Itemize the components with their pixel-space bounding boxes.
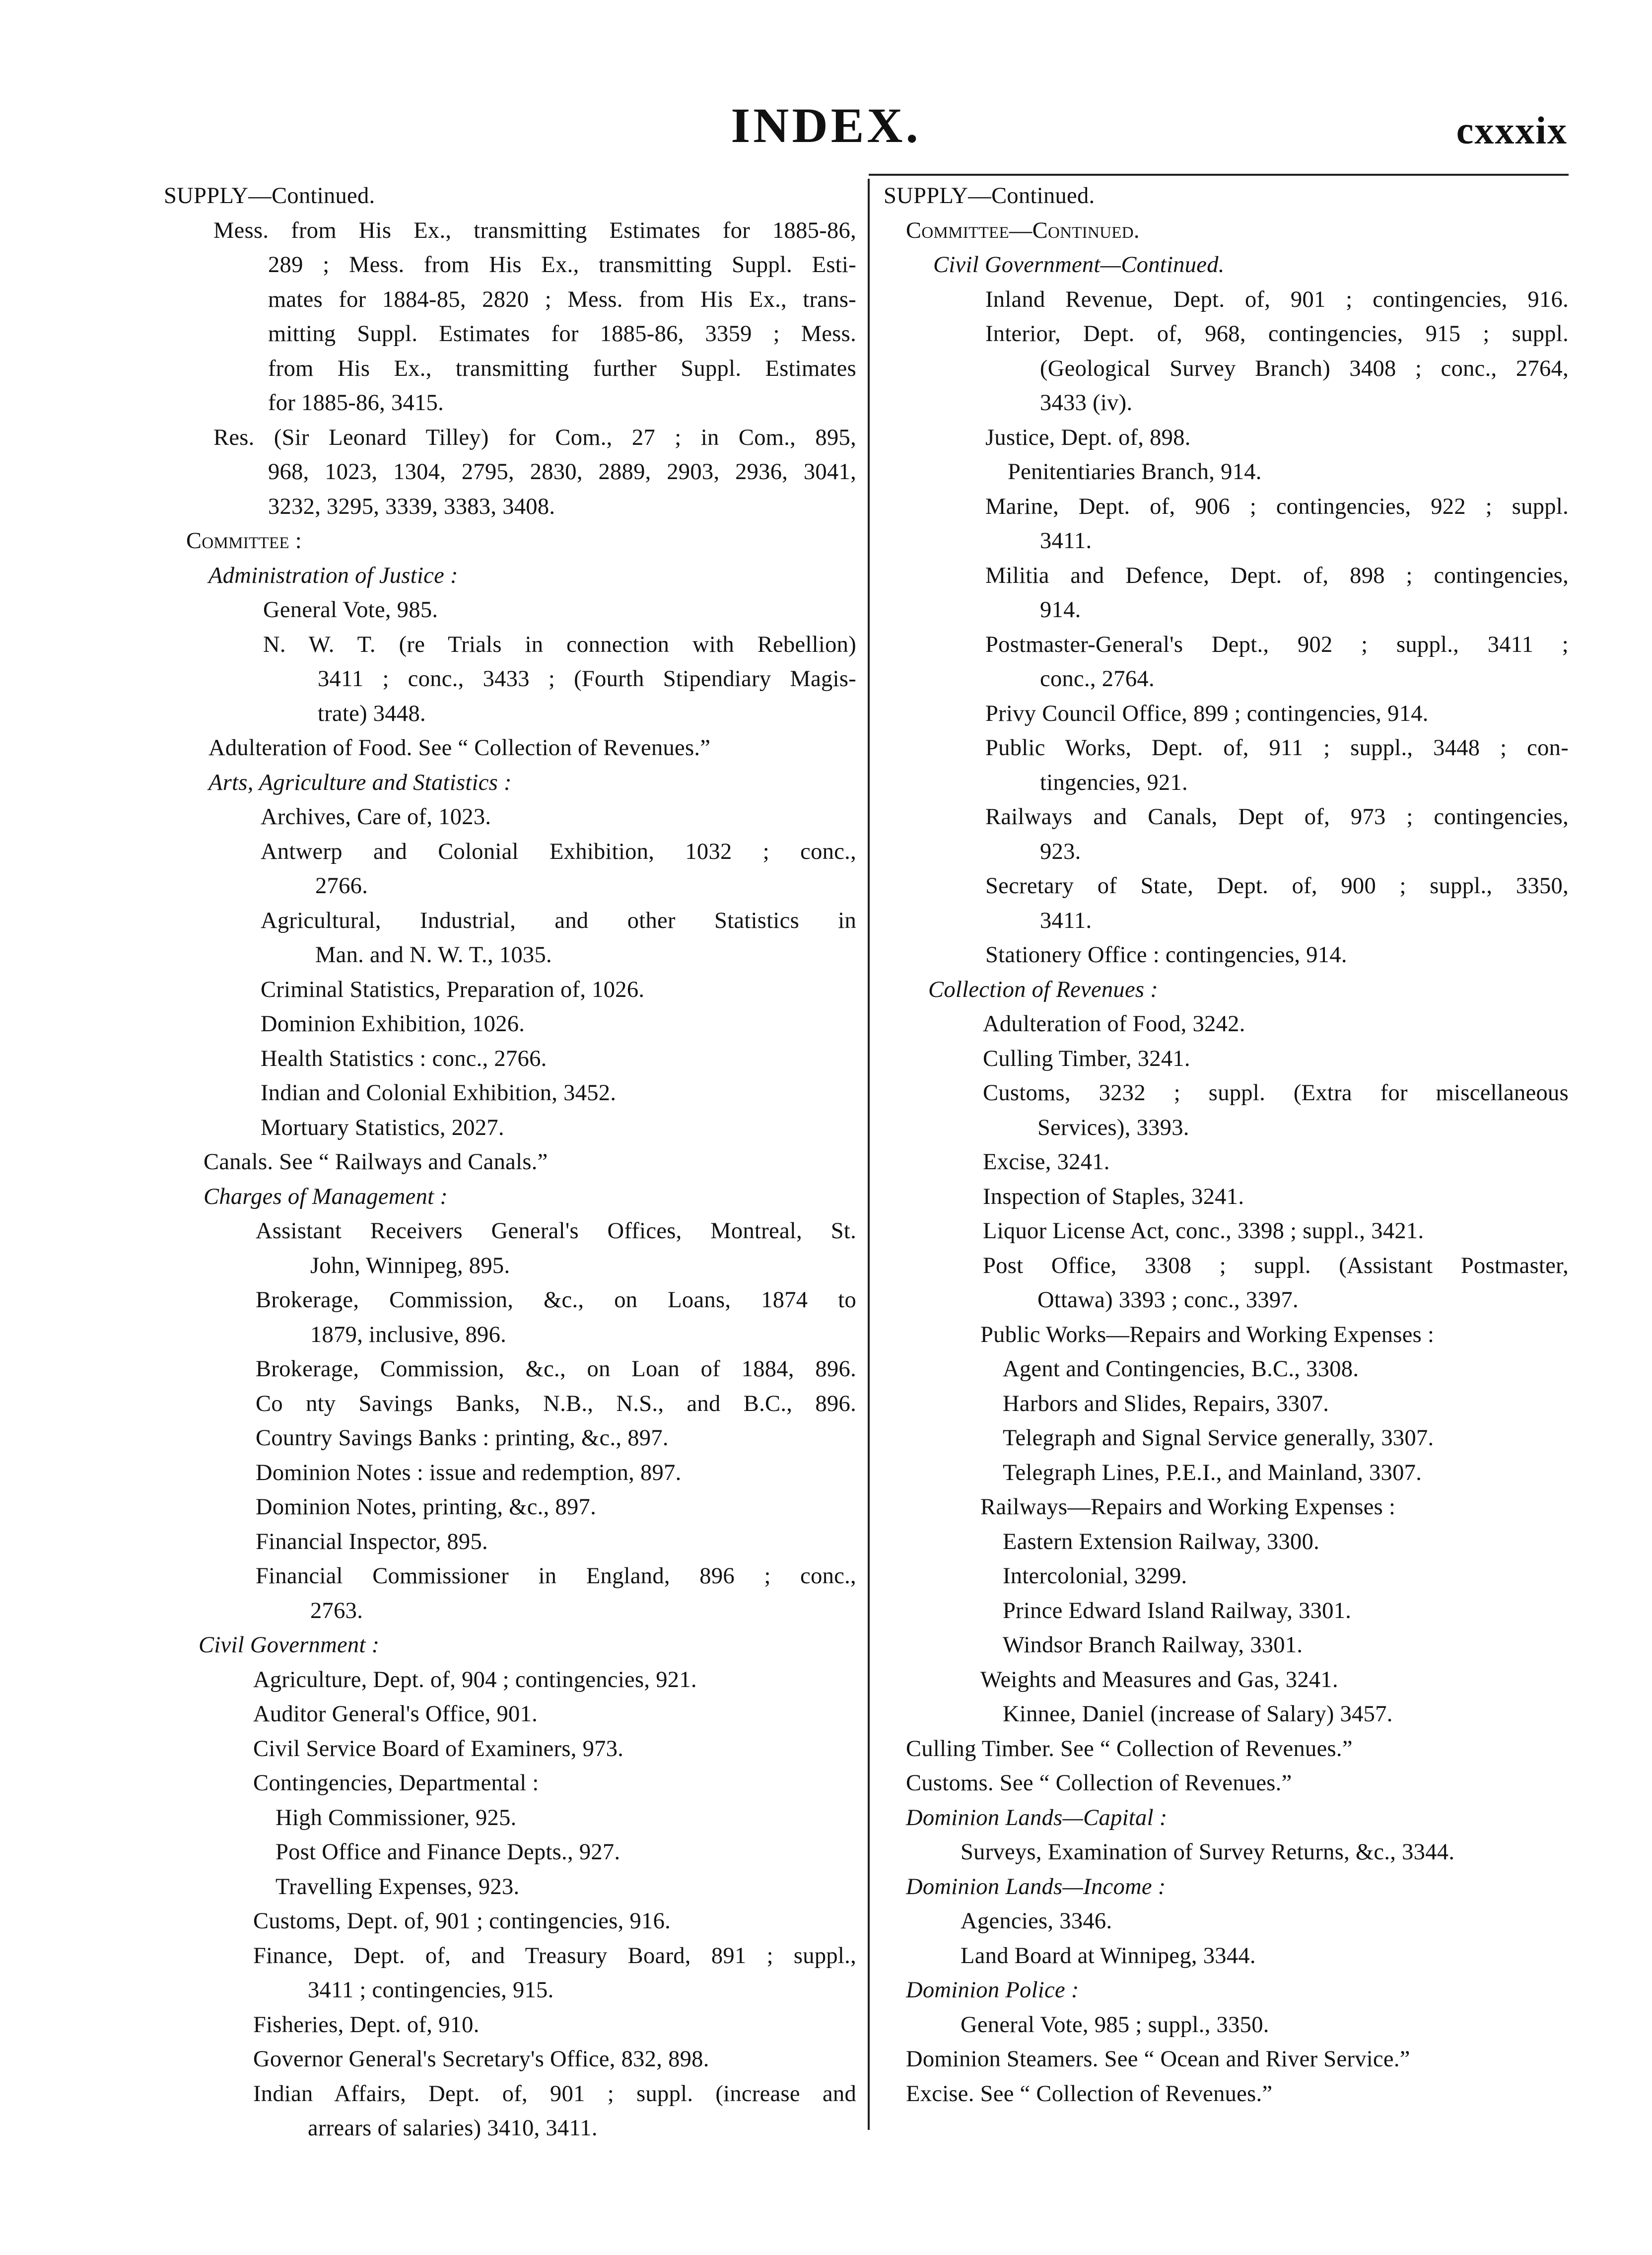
right-column <box>884 179 1569 2111</box>
index-entry-line: conc., 2764. <box>1040 666 1155 692</box>
index-entry-line: Civil Service Board of Examiners, 973. <box>253 1736 624 1762</box>
index-entry-line: Intercolonial, 3299. <box>1003 1563 1187 1589</box>
index-entry-line: Windsor Branch Railway, 3301. <box>1003 1632 1303 1658</box>
index-entry-line: Land Board at Winnipeg, 3344. <box>961 1943 1256 1969</box>
index-entry-line: Dominion Exhibition, 1026. <box>261 1011 525 1037</box>
index-entry-line: Kinnee, Daniel (increase of Salary) 3457. <box>1003 1701 1393 1727</box>
index-entry-line: Justice, Dept. of, 898. <box>985 424 1191 450</box>
index-entry-line: N. W. T. (re Trials in connection with Rebellion) <box>263 632 856 657</box>
index-entry-line: Administration of Justice : <box>208 563 458 588</box>
index-entry-line: trate) 3448. <box>318 701 426 726</box>
index-entry-line: 923. <box>1040 839 1081 864</box>
index-entry-line: SUPPLY—Continued. <box>884 183 1095 209</box>
index-entry-line: from His Ex., transmitting further Suppl. Estimates <box>268 355 856 381</box>
index-entry-line: Archives, Care of, 1023. <box>261 804 491 830</box>
index-entry-line: Services), 3393. <box>1037 1115 1189 1140</box>
index-entry-line: 3411 ; conc., 3433 ; (Fourth Stipendiary Magis- <box>318 666 856 692</box>
index-entry-line: Railways and Canals, Dept of, 973 ; contingencies, <box>985 804 1569 830</box>
index-entry-line: Dominion Police : <box>906 1977 1079 2003</box>
index-entry-line: for 1885-86, 3415. <box>268 390 444 416</box>
index-entry-line: Telegraph Lines, P.E.I., and Mainland, 3307. <box>1003 1460 1422 1485</box>
index-entry-line: Health Statistics : conc., 2766. <box>261 1046 547 1071</box>
index-entry-line: 968, 1023, 1304, 2795, 2830, 2889, 2903, 2936, 3041, <box>268 459 856 485</box>
index-entry-line: Interior, Dept. of, 968, contingencies, 915 ; suppl. <box>985 321 1569 347</box>
page-title: INDEX. <box>731 98 921 153</box>
index-entry-line: Canals. See “ Railways and Canals.” <box>204 1149 548 1175</box>
index-entry-line: Inland Revenue, Dept. of, 901 ; contingencies, 916. <box>985 286 1569 312</box>
index-entry-line: Country Savings Banks : printing, &c., 897. <box>256 1425 669 1451</box>
index-entry-line: Public Works, Dept. of, 911 ; suppl., 3448 ; con- <box>985 735 1569 761</box>
index-entry-line: Customs, Dept. of, 901 ; contingencies, 916. <box>253 1908 671 1934</box>
index-entry-line: Man. and N. W. T., 1035. <box>315 942 552 968</box>
index-entry-line: Finance, Dept. of, and Treasury Board, 891 ; suppl., <box>253 1943 856 1969</box>
index-entry-line: tingencies, 921. <box>1040 770 1188 795</box>
index-entry-line: High Commissioner, 925. <box>275 1805 517 1831</box>
index-entry-line: Indian Affairs, Dept. of, 901 ; suppl. (increase and <box>253 2081 856 2107</box>
index-entry-line: (Geological Survey Branch) 3408 ; conc., 2764, <box>1040 355 1569 381</box>
index-entry-line: Financial Commissioner in England, 896 ; conc., <box>256 1563 856 1589</box>
index-entry-line: Culling Timber. See “ Collection of Revenues.” <box>906 1736 1353 1762</box>
index-entry-line: Civil Government : <box>199 1632 380 1658</box>
index-entry-line: Criminal Statistics, Preparation of, 1026. <box>261 977 645 1002</box>
index-entry-line: Ottawa) 3393 ; conc., 3397. <box>1037 1287 1299 1313</box>
index-entry-line: Governor General's Secretary's Office, 832, 898. <box>253 2046 709 2072</box>
index-entry-line: Financial Inspector, 895. <box>256 1529 488 1554</box>
index-entry-line: Contingencies, Departmental : <box>253 1770 539 1796</box>
index-entry-line: Post Office, 3308 ; suppl. (Assistant Postmaster, <box>983 1253 1569 1278</box>
index-entry-line: Post Office and Finance Depts., 927. <box>275 1839 620 1865</box>
index-entry-line: Dominion Notes : issue and redemption, 897. <box>256 1460 682 1485</box>
index-entry-line: 1879, inclusive, 896. <box>310 1322 507 1347</box>
index-entry-line: Customs, 3232 ; suppl. (Extra for miscellaneous <box>983 1080 1569 1106</box>
index-entry-line: arrears of salaries) 3410, 3411. <box>308 2115 598 2141</box>
index-entry-line: General Vote, 985 ; suppl., 3350. <box>961 2012 1269 2038</box>
index-entry-line: Liquor License Act, conc., 3398 ; suppl., 3421. <box>983 1218 1424 1244</box>
index-entry-line: Arts, Agriculture and Statistics : <box>208 770 512 795</box>
index-entry-line: Mess. from His Ex., transmitting Estimates for 1885-86, <box>213 217 856 243</box>
index-entry-line: Assistant Receivers General's Offices, Montreal, St. <box>256 1218 856 1244</box>
index-entry-line: Public Works—Repairs and Working Expenses : <box>980 1322 1435 1347</box>
index-entry-line: Mortuary Statistics, 2027. <box>261 1115 504 1140</box>
index-entry-line: 3411. <box>1040 908 1092 933</box>
index-entry-line: Committee—Continued. <box>906 217 1140 243</box>
index-entry-line: Civil Government—Continued. <box>933 252 1225 278</box>
index-entry-line: Travelling Expenses, 923. <box>275 1874 520 1900</box>
index-entry-line: Surveys, Examination of Survey Returns, &c., 3344. <box>961 1839 1455 1865</box>
index-entry-line: Brokerage, Commission, &c., on Loans, 1874 to <box>256 1287 856 1313</box>
index-entry-line: Penitentiaries Branch, 914. <box>1008 459 1262 485</box>
index-entry-line: Stationery Office : contingencies, 914. <box>985 942 1347 968</box>
index-entry-line: Agricultural, Industrial, and other Statistics in <box>261 908 856 933</box>
index-entry-line: Res. (Sir Leonard Tilley) for Com., 27 ; in Com., 895, <box>213 424 856 450</box>
index-entry-line: Dominion Notes, printing, &c., 897. <box>256 1494 596 1520</box>
index-entry-line: Marine, Dept. of, 906 ; contingencies, 922 ; suppl. <box>985 493 1569 519</box>
index-entry-line: 3232, 3295, 3339, 3383, 3408. <box>268 493 555 519</box>
index-entry-line: Secretary of State, Dept. of, 900 ; suppl., 3350, <box>985 873 1569 899</box>
index-entry-line: Postmaster-General's Dept., 902 ; suppl., 3411 ; <box>985 632 1569 657</box>
index-entry-line: Dominion Lands—Capital : <box>906 1805 1168 1831</box>
index-entry-line: Weights and Measures and Gas, 3241. <box>980 1667 1338 1692</box>
index-entry-line: Railways—Repairs and Working Expenses : <box>980 1494 1396 1520</box>
left-column <box>164 179 856 2146</box>
index-entry-line: 2766. <box>315 873 368 899</box>
index-entry-line: Dominion Steamers. See “ Ocean and River Service.” <box>906 2046 1410 2072</box>
index-entry-line: Collection of Revenues : <box>928 977 1159 1002</box>
index-entry-line: Agent and Contingencies, B.C., 3308. <box>1003 1356 1359 1382</box>
index-entry-line: 2763. <box>310 1598 363 1623</box>
index-entry-line: Adulteration of Food, 3242. <box>983 1011 1245 1037</box>
index-entry-line: Excise. See “ Collection of Revenues.” <box>906 2081 1273 2107</box>
index-entry-line: Privy Council Office, 899 ; contingencies, 914. <box>985 701 1429 726</box>
index-entry-line: Charges of Management : <box>204 1184 448 1209</box>
index-entry-line: John, Winnipeg, 895. <box>310 1253 510 1278</box>
index-entry-line: General Vote, 985. <box>263 597 438 623</box>
index-entry-line: mates for 1884-85, 2820 ; Mess. from His Ex., trans- <box>268 286 856 312</box>
index-entry-line: Antwerp and Colonial Exhibition, 1032 ; conc., <box>261 839 856 864</box>
index-entry-line: 3411 ; contingencies, 915. <box>308 1977 554 2003</box>
index-entry-line: Co nty Savings Banks, N.B., N.S., and B.C., 896. <box>256 1391 856 1416</box>
index-entry-line: Militia and Defence, Dept. of, 898 ; contingencies, <box>985 563 1569 588</box>
index-entry-line: Inspection of Staples, 3241. <box>983 1184 1244 1209</box>
index-entry-line: Agriculture, Dept. of, 904 ; contingencies, 921. <box>253 1667 697 1692</box>
index-entry-line: mitting Suppl. Estimates for 1885-86, 3359 ; Mess. <box>268 321 856 347</box>
column-divider <box>868 179 870 2130</box>
index-entry-line: Brokerage, Commission, &c., on Loan of 1884, 896. <box>256 1356 856 1382</box>
index-entry-line: 3433 (iv). <box>1040 390 1133 416</box>
index-entry-line: Telegraph and Signal Service generally, 3307. <box>1003 1425 1434 1451</box>
index-entry-line: Indian and Colonial Exhibition, 3452. <box>261 1080 617 1106</box>
index-entry-line: Auditor General's Office, 901. <box>253 1701 538 1727</box>
index-entry-line: Committee : <box>186 528 302 554</box>
index-entry-line: Agencies, 3346. <box>961 1908 1112 1934</box>
index-entry-line: 3411. <box>1040 528 1092 554</box>
index-entry-line: 914. <box>1040 597 1081 623</box>
header-rule <box>869 174 1569 176</box>
index-entry-line: Adulteration of Food. See “ Collection of Revenues.” <box>208 735 711 761</box>
index-entry-line: Excise, 3241. <box>983 1149 1110 1175</box>
index-entry-line: Culling Timber, 3241. <box>983 1046 1190 1071</box>
index-entry-line: Fisheries, Dept. of, 910. <box>253 2012 480 2038</box>
index-entry-line: Eastern Extension Railway, 3300. <box>1003 1529 1320 1554</box>
index-entry-line: 289 ; Mess. from His Ex., transmitting Suppl. Esti- <box>268 252 856 278</box>
index-entry-line: Harbors and Slides, Repairs, 3307. <box>1003 1391 1329 1416</box>
index-entry-line: Prince Edward Island Railway, 3301. <box>1003 1598 1352 1623</box>
index-entry-line: SUPPLY—Continued. <box>164 183 375 209</box>
index-entry-line: Dominion Lands—Income : <box>906 1874 1166 1900</box>
page-number: cxxxix <box>1456 109 1568 152</box>
index-entry-line: Customs. See “ Collection of Revenues.” <box>906 1770 1292 1796</box>
